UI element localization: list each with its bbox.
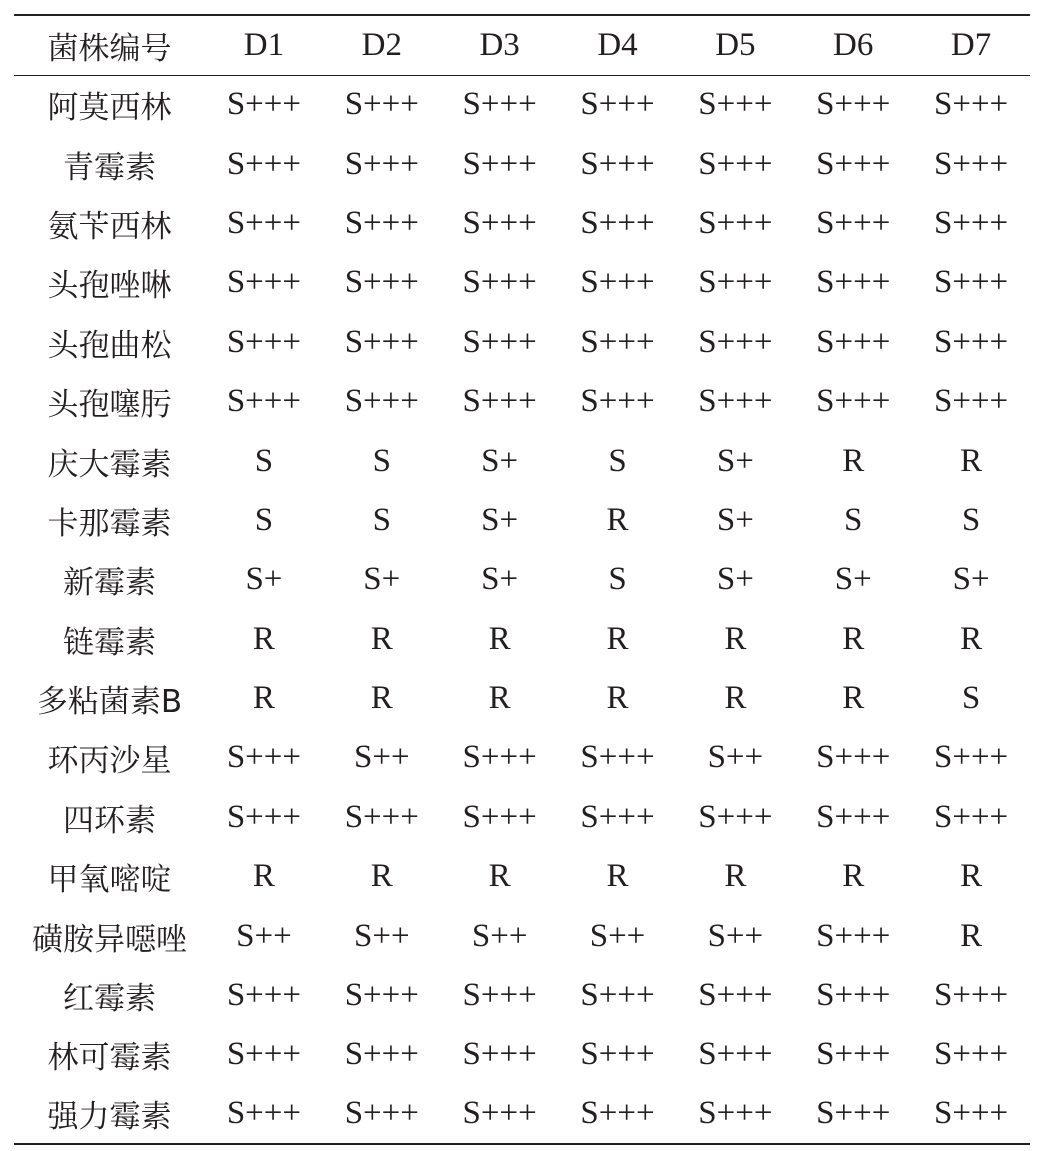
result-cell-d5: S+ <box>716 561 754 598</box>
result-cell-d4: S++ <box>589 917 646 954</box>
result-cell-d2: S+++ <box>344 1095 419 1132</box>
result-cell-d3: S+ <box>481 561 519 598</box>
result-cell-d6: S+++ <box>816 145 891 182</box>
table-body <box>14 75 1030 1144</box>
result-cell-d1: S+++ <box>226 798 302 835</box>
table-row <box>14 669 1030 728</box>
result-cell-d7: S+++ <box>933 977 1009 1014</box>
result-cell-d3: S+++ <box>462 798 537 835</box>
result-cell-d6: R <box>842 858 865 895</box>
antibiotic-name-cell: 卡那霉素 <box>47 505 172 542</box>
table-row <box>14 491 1030 550</box>
result-cell-d2: S+++ <box>344 977 419 1014</box>
result-cell-d1: S <box>254 442 274 479</box>
result-cell-d2: S+++ <box>344 264 419 301</box>
result-cell-d2: S+++ <box>344 86 419 123</box>
table-row <box>14 75 1030 134</box>
antibiotic-name-cell: 头孢唑啉 <box>47 268 172 305</box>
result-cell-d3: S+ <box>481 501 519 538</box>
result-cell-d3: S+++ <box>462 1036 537 1073</box>
result-cell-d2: R <box>370 858 393 895</box>
result-cell-d6: S+++ <box>816 739 891 776</box>
result-cell-d7: S+++ <box>933 798 1009 835</box>
result-cell-d7: S+++ <box>933 264 1009 301</box>
table-row <box>14 134 1030 193</box>
result-cell-d4: R <box>606 680 629 717</box>
header-d6: D6 <box>833 26 874 63</box>
result-cell-d6: S+++ <box>816 798 891 835</box>
result-cell-d6: S+++ <box>816 264 891 301</box>
header-d1: D1 <box>243 26 285 63</box>
result-cell-d4: S+++ <box>580 1036 655 1073</box>
table-row <box>14 313 1030 372</box>
result-cell-d3: S+++ <box>462 264 537 301</box>
table-row <box>14 906 1030 965</box>
antibiotic-name-cell: 头孢曲松 <box>47 327 172 364</box>
result-cell-d1: S+++ <box>226 977 302 1014</box>
table-row <box>14 253 1030 312</box>
result-cell-d1: R <box>252 680 275 717</box>
header-d5: D5 <box>715 26 756 63</box>
result-cell-d4: S+++ <box>580 323 655 360</box>
result-cell-d4: R <box>606 501 629 538</box>
result-cell-d2: S+++ <box>344 323 419 360</box>
result-cell-d6: S+++ <box>816 977 891 1014</box>
result-cell-d3: S++ <box>471 917 528 954</box>
result-cell-d7: S+++ <box>933 204 1009 241</box>
result-cell-d2: R <box>370 680 393 717</box>
result-cell-d7: S+++ <box>933 145 1009 182</box>
result-cell-d3: S+++ <box>462 145 537 182</box>
result-cell-d1: S <box>254 501 274 538</box>
result-cell-d1: S+++ <box>226 145 302 182</box>
antibiotic-name-cell: 甲氧嘧啶 <box>47 862 172 899</box>
result-cell-d7: S <box>961 501 981 538</box>
antibiotic-name-cell: 四环素 <box>63 802 156 839</box>
result-cell-d4: S+++ <box>580 264 655 301</box>
result-cell-d5: S+ <box>716 442 754 479</box>
result-cell-d2: S+++ <box>344 1036 419 1073</box>
antibiotic-name-cell: 新霉素 <box>63 565 156 602</box>
susceptibility-table-container <box>14 14 1030 1145</box>
result-cell-d7: S <box>961 680 981 717</box>
result-cell-d6: R <box>842 680 865 717</box>
table-row <box>14 431 1030 490</box>
result-cell-d1: S+++ <box>226 1095 302 1132</box>
result-cell-d6: S+++ <box>816 917 891 954</box>
result-cell-d3: S+++ <box>462 1095 537 1132</box>
result-cell-d7: S+++ <box>933 383 1009 420</box>
result-cell-d1: S+++ <box>226 204 302 241</box>
antibiotic-name-cell: 青霉素 <box>63 149 156 186</box>
header-d7: D7 <box>950 26 992 63</box>
result-cell-d1: R <box>252 620 275 657</box>
result-cell-d3: R <box>488 620 511 657</box>
header-row <box>14 15 1030 75</box>
result-cell-d7: R <box>960 917 983 954</box>
result-cell-d1: S+++ <box>226 323 302 360</box>
result-cell-d5: S+++ <box>698 1036 773 1073</box>
table-row <box>14 1025 1030 1084</box>
result-cell-d5: S+++ <box>698 383 773 420</box>
result-cell-d5: S+++ <box>698 145 773 182</box>
result-cell-d4: S+++ <box>580 145 655 182</box>
result-cell-d5: S+++ <box>698 323 773 360</box>
result-cell-d2: R <box>370 620 393 657</box>
result-cell-d4: S+++ <box>580 798 655 835</box>
result-cell-d1: S+ <box>245 561 283 598</box>
table-header <box>14 15 1030 75</box>
result-cell-d1: S+++ <box>226 1036 302 1073</box>
result-cell-d6: S+++ <box>816 323 891 360</box>
result-cell-d4: S <box>608 442 627 479</box>
result-cell-d5: S+ <box>716 501 754 538</box>
result-cell-d3: S+++ <box>462 977 537 1014</box>
result-cell-d4: S+++ <box>580 739 655 776</box>
result-cell-d3: R <box>488 680 511 717</box>
result-cell-d7: S+++ <box>933 1095 1009 1132</box>
result-cell-d4: S+++ <box>580 383 655 420</box>
result-cell-d5: S+++ <box>698 1095 773 1132</box>
result-cell-d5: R <box>724 858 747 895</box>
result-cell-d3: S+++ <box>462 383 537 420</box>
result-cell-d1: S+++ <box>226 86 302 123</box>
result-cell-d1: S+++ <box>226 739 302 776</box>
result-cell-d5: S++ <box>707 917 764 954</box>
table-row <box>14 728 1030 787</box>
header-d2: D2 <box>361 26 402 63</box>
antibiotic-name-cell: 阿莫西林 <box>47 90 172 127</box>
result-cell-d4: S <box>608 561 627 598</box>
result-cell-d1: S+++ <box>226 264 302 301</box>
table-row <box>14 372 1030 431</box>
result-cell-d6: S+++ <box>816 383 891 420</box>
result-cell-d4: R <box>606 858 629 895</box>
table-row <box>14 194 1030 253</box>
header-d4: D4 <box>597 26 638 63</box>
antibiotic-name-cell: 强力霉素 <box>47 1099 172 1136</box>
result-cell-d2: S+++ <box>344 204 419 241</box>
result-cell-d3: S+++ <box>462 204 537 241</box>
result-cell-d2: S++ <box>354 739 410 776</box>
result-cell-d5: S+++ <box>698 86 773 123</box>
antibiotic-name-cell: 氨苄西林 <box>47 208 172 245</box>
result-cell-d7: S+ <box>952 561 990 598</box>
result-cell-d6: S+++ <box>816 1095 891 1132</box>
result-cell-d3: S+++ <box>462 739 537 776</box>
antibiotic-name-cell: 磺胺异噁唑 <box>32 921 187 958</box>
result-cell-d2: S+++ <box>344 798 419 835</box>
result-cell-d5: S+++ <box>698 798 773 835</box>
table-row <box>14 1085 1030 1144</box>
result-cell-d4: R <box>606 620 629 657</box>
result-cell-d5: S+++ <box>698 204 773 241</box>
result-cell-d5: R <box>724 620 747 657</box>
result-cell-d6: S <box>844 501 863 538</box>
antibiotic-name-cell: 头孢噻肟 <box>47 387 172 424</box>
result-cell-d6: S+++ <box>816 86 891 123</box>
result-cell-d5: S+++ <box>698 264 773 301</box>
table-row <box>14 966 1030 1025</box>
antibiotic-name-cell: 链霉素 <box>63 624 156 661</box>
result-cell-d2: S+++ <box>344 145 419 182</box>
result-cell-d4: S+++ <box>580 86 655 123</box>
result-cell-d2: S++ <box>354 917 410 954</box>
header-strain-id: 菌株编号 <box>47 30 172 67</box>
result-cell-d7: S+++ <box>933 1036 1009 1073</box>
result-cell-d5: S+++ <box>698 977 773 1014</box>
antibiotic-name-cell: 林可霉素 <box>47 1040 172 1077</box>
result-cell-d2: S <box>372 501 391 538</box>
table-row <box>14 788 1030 847</box>
result-cell-d7: S+++ <box>933 323 1009 360</box>
result-cell-d6: S+++ <box>816 204 891 241</box>
result-cell-d7: R <box>960 858 983 895</box>
result-cell-d3: S+++ <box>462 86 537 123</box>
header-d3: D3 <box>479 26 520 63</box>
antibiotic-name-cell: 庆大霉素 <box>47 446 172 483</box>
antibiotic-name-cell: 环丙沙星 <box>47 743 172 780</box>
result-cell-d5: R <box>724 680 747 717</box>
result-cell-d2: S+++ <box>344 383 419 420</box>
result-cell-d6: R <box>842 620 865 657</box>
result-cell-d3: S+ <box>481 442 519 479</box>
antibiotic-name-cell: 红霉素 <box>63 981 156 1018</box>
result-cell-d2: S+ <box>363 561 401 598</box>
result-cell-d4: S+++ <box>580 1095 655 1132</box>
table-row <box>14 550 1030 609</box>
result-cell-d1: S+++ <box>226 383 302 420</box>
result-cell-d3: S+++ <box>462 323 537 360</box>
result-cell-d6: S+++ <box>816 1036 891 1073</box>
result-cell-d2: S <box>372 442 391 479</box>
result-cell-d4: S+++ <box>580 204 655 241</box>
result-cell-d7: S+++ <box>933 86 1009 123</box>
result-cell-d6: R <box>842 442 865 479</box>
result-cell-d5: S++ <box>707 739 764 776</box>
result-cell-d3: R <box>488 858 511 895</box>
antibiotic-name-cell: 多粘菌素B <box>36 684 183 721</box>
result-cell-d4: S+++ <box>580 977 655 1014</box>
table-row <box>14 610 1030 669</box>
susceptibility-table <box>14 14 1030 1145</box>
table-row <box>14 847 1030 906</box>
result-cell-d7: S+++ <box>933 739 1009 776</box>
result-cell-d6: S+ <box>834 561 872 598</box>
result-cell-d7: R <box>960 620 983 657</box>
result-cell-d1: S++ <box>236 917 292 954</box>
result-cell-d7: R <box>960 442 983 479</box>
result-cell-d1: R <box>252 858 275 895</box>
